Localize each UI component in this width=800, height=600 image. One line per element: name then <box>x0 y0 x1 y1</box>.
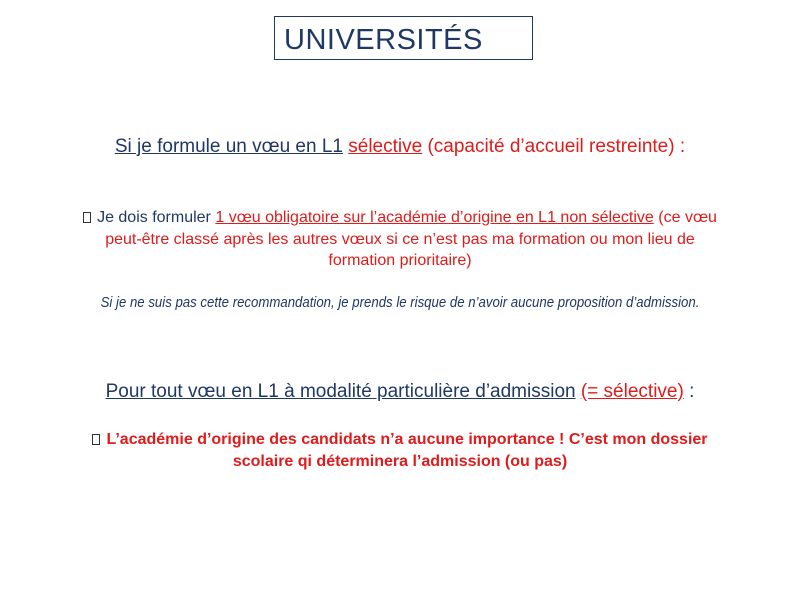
slide-title: UNIVERSITÉS <box>284 24 483 56</box>
square-bullet-icon <box>83 212 91 223</box>
section1-bullet-line3: formation prioritaire) <box>328 252 472 269</box>
section2-heading-selective: (= sélective) <box>580 381 684 402</box>
section1-bullet-line2: peut-être classé après les autres vœux si ce n’est pas ma formation ou mon lieu de <box>105 231 695 248</box>
section1-bullet-lead: Je dois formuler <box>97 209 211 226</box>
section2-bullet-text1: L’académie d’origine des candidats n’a aucune importance ! C’est mon dossier <box>106 431 708 448</box>
section1-heading-part1: Si je formule un vœu en L1 <box>114 136 343 157</box>
section2-heading-part1: Pour tout vœu en L1 à modalité particulière d’admission <box>105 381 576 402</box>
section2-heading-part3: : <box>689 381 695 402</box>
section1-bullet-tail: (ce vœu <box>658 209 717 226</box>
section1-bullet-emphasis: 1 vœu obligatoire sur l’académie d’origine en L1 non sélective <box>215 209 654 226</box>
section2-bullet-line2: scolaire qi déterminera l’admission (ou pas) <box>232 453 568 470</box>
section1-heading <box>0 136 800 158</box>
section1-heading-part3: (capacité d’accueil restreinte) : <box>427 136 686 157</box>
square-bullet-icon <box>92 434 100 445</box>
section2-heading <box>0 381 800 403</box>
section2-bullet-line1 <box>0 429 800 451</box>
section1-note: Si je ne suis pas cette recommandation, je prends le risque de n’avoir aucune proposition d’admission. <box>100 294 700 311</box>
section1-bullet-line1 <box>0 207 800 229</box>
title-box <box>274 16 533 60</box>
section1-heading-selective: sélective <box>348 136 423 157</box>
